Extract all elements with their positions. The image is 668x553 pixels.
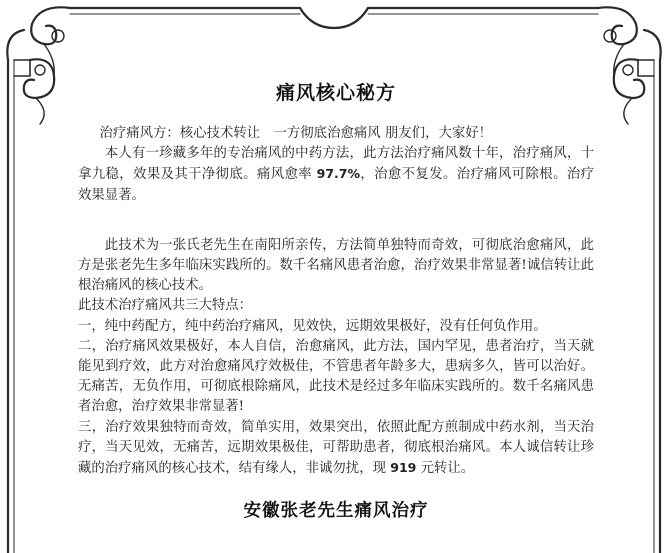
document-title: 痛风核心秘方 [275, 82, 396, 104]
document-body [78, 124, 594, 479]
paragraph-origin: 此技术为一张氏老先生在南阳所亲传，方法简单独特而奇效，可彻底治愈痛风，此方是张老先生多年临床实践所的。数千名痛风患者治愈，治疗效果非常显著!诚信转让此根治痛风的核心技术。 [78, 237, 594, 294]
feature-three-text-a: 三，治疗效果独特而奇效，简单实用，效果突出，依照此配方煎制成中药水剂，当天治疗，当天见效，无痛苦，远期效果极佳，可帮助患者，彻底根治痛风。本人诚信转让珍藏的治疗痛风的核心技术，结有缘人，非诚勿扰，现 [78, 419, 594, 477]
feature-one: 一，纯中药配方，纯中药治疗痛风，见效快，远期效果极好，没有任何负作用。 [78, 318, 547, 334]
paragraph-effect-text-b: ，治愈不复发。治疗痛风可除根。治疗效果显著。 [78, 167, 594, 203]
intro-paragraph: 治疗痛风方：核心技术转让 一方彻底治愈痛风 朋友们，大家好！ [99, 126, 493, 141]
paragraph-effect-text-a: 本人有一珍藏多年的专治痛风的中药方法，此方法治疗痛风数十年，治疗痛风，十拿九稳，效果及其干净彻底。痛风愈率 [78, 146, 594, 183]
feature-three [78, 418, 594, 480]
feature-three-text-b: 元转让。 [416, 461, 475, 477]
paragraph-gap [78, 206, 594, 236]
features-heading: 此技术治疗痛风共三大特点： [78, 298, 253, 314]
cure-rate: 97.7% [316, 166, 360, 182]
transfer-price: 919 [390, 460, 417, 476]
feature-two: 二，治疗痛风效果极好，本人自信，治愈痛风，此方法，国内罕见，患者治疗，当天就能见到疗效，此方对治愈痛风疗效极佳，不管患者年龄多大，患病多久，皆可以治好。无痛苦，无负作用，可彻底根除痛风，此技术是经过多年临床实践所的。数千名痛风患者治愈，治疗效果非常显著! [78, 338, 594, 415]
footer-title: 安徽张老先生痛风治疗 [243, 501, 429, 521]
document-page [78, 0, 594, 553]
paragraph-effect [78, 144, 594, 206]
